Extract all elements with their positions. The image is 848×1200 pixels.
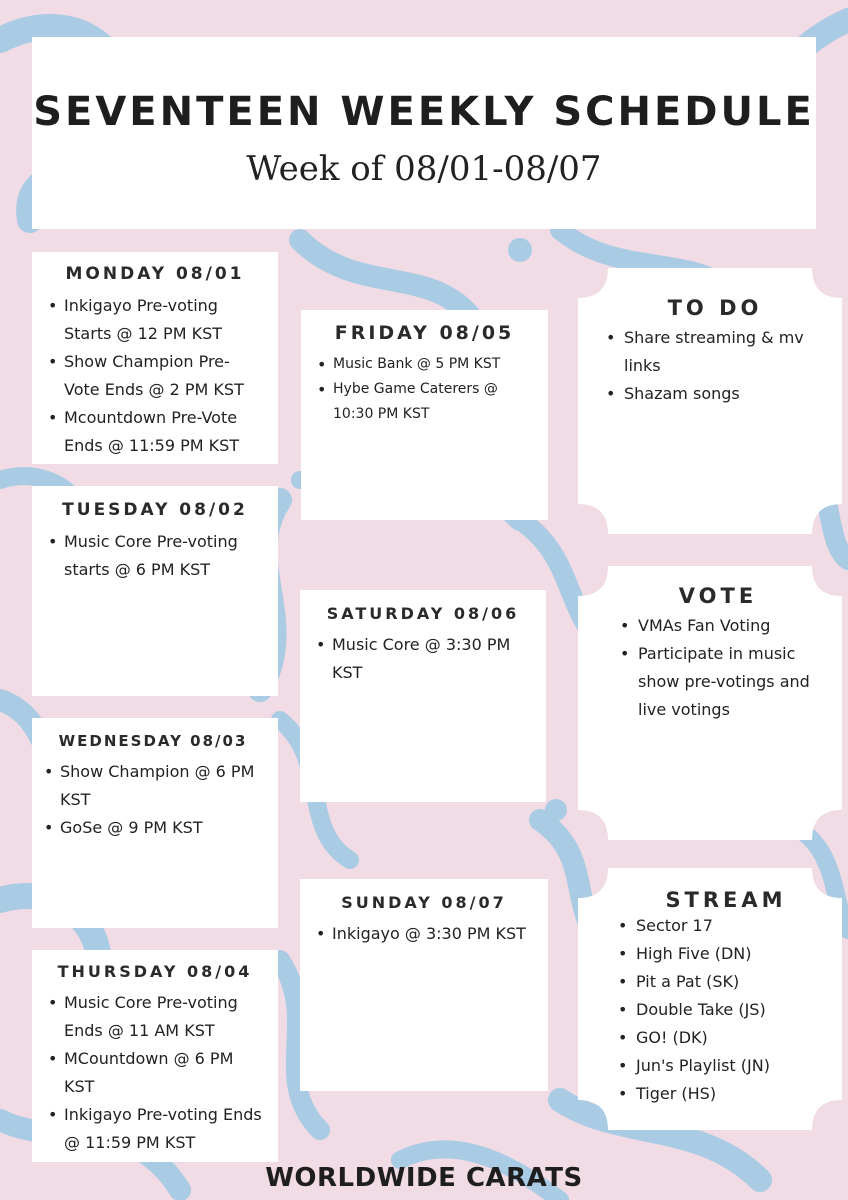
stream-heading: STREAM: [665, 888, 787, 912]
week-range: Week of 08/01-08/07: [246, 149, 602, 189]
list-item: • Music Bank @ 5 PM KST: [315, 352, 534, 377]
day-card-friday: [301, 310, 548, 520]
day-card-tuesday: [32, 486, 278, 696]
day-label: WEDNESDAY 08/03: [58, 732, 248, 750]
list-item: • Participate in music show pre-votings and live votings: [618, 640, 818, 724]
list-item: • Show Champion Pre-Vote Ends @ 2 PM KST: [46, 348, 264, 404]
day-card-saturday: [300, 590, 546, 802]
list-item: • High Five (DN): [616, 940, 836, 968]
vote-heading: VOTE: [678, 584, 758, 608]
list-item: • Hybe Game Caterers @ 10:30 PM KST: [315, 377, 534, 427]
list-item: • Double Take (JS): [616, 996, 836, 1024]
footer-brand: WORLDWIDE CARATS: [265, 1163, 583, 1193]
list-item: • Show Champion @ 6 PM KST: [42, 758, 264, 814]
list-item: • GoSe @ 9 PM KST: [42, 814, 264, 842]
day-card-wednesday: [32, 718, 278, 928]
header-banner: [32, 37, 816, 229]
list-item: • Music Core Pre-voting Ends @ 11 AM KST: [46, 989, 264, 1045]
list-item: • Inkigayo Pre-voting Starts @ 12 PM KST: [46, 292, 264, 348]
list-item: • Shazam songs: [604, 380, 826, 408]
day-label: MONDAY 08/01: [65, 264, 245, 284]
stream-panel: [578, 868, 842, 1130]
todo-panel: [578, 268, 842, 534]
day-card-thursday: [32, 950, 278, 1162]
list-item: • Share streaming & mv links: [604, 324, 826, 380]
list-item: • Pit a Pat (SK): [616, 968, 836, 996]
day-label: TUESDAY 08/02: [62, 500, 248, 520]
list-item: • Inkigayo @ 3:30 PM KST: [314, 920, 534, 948]
list-item: • Sector 17: [616, 912, 836, 940]
list-item: • Jun's Playlist (JN): [616, 1052, 836, 1080]
vote-panel: [578, 566, 842, 840]
list-item: • VMAs Fan Voting: [618, 612, 818, 640]
list-item: • Music Core Pre-voting starts @ 6 PM KST: [46, 528, 264, 584]
day-card-monday: [32, 252, 278, 464]
list-item: • MCountdown @ 6 PM KST: [46, 1045, 264, 1101]
list-item: • GO! (DK): [616, 1024, 836, 1052]
day-label: SUNDAY 08/07: [341, 893, 507, 912]
list-item: • Mcountdown Pre-Vote Ends @ 11:59 PM KST: [46, 404, 264, 460]
page-title: SEVENTEEN WEEKLY SCHEDULE: [33, 89, 815, 135]
day-card-sunday: [300, 879, 548, 1091]
list-item: • Music Core @ 3:30 PM KST: [314, 631, 532, 687]
day-label: SATURDAY 08/06: [326, 604, 520, 623]
todo-heading: TO DO: [667, 296, 763, 320]
list-item: • Tiger (HS): [616, 1080, 836, 1108]
day-label: FRIDAY 08/05: [334, 322, 515, 344]
day-label: THURSDAY 08/04: [57, 962, 253, 981]
list-item: • Inkigayo Pre-voting Ends @ 11:59 PM KST: [46, 1101, 264, 1157]
